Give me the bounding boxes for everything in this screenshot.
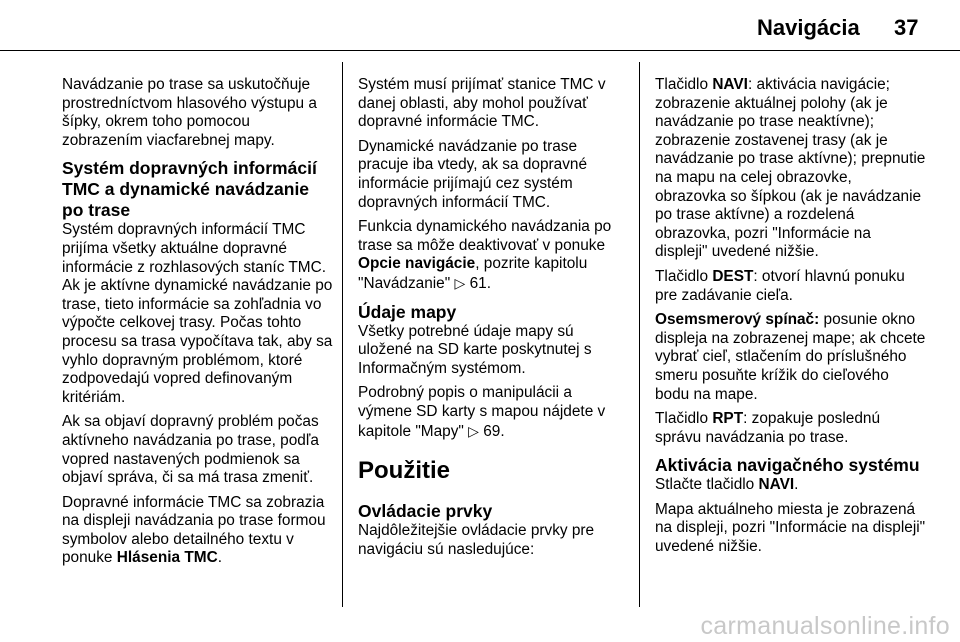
paragraph [358, 384, 630, 441]
page-number: 37 [894, 15, 919, 40]
text: Tlačidlo [655, 410, 713, 428]
text: , pozrite kapitolu "Navádzanie" [358, 255, 588, 292]
text: Dopravné informácie TMC sa zobrazia na displeji navádzania po trase formou symbolov alebo detailného textu v ponuke [62, 493, 326, 567]
section-title: Navigácia [757, 15, 860, 40]
paragraph: Systém musí prijímať stanice TMC v danej oblasti, aby mohol používať dopravné informácie TMC. [358, 76, 606, 131]
text: Tlačidlo [655, 76, 713, 93]
column-divider-2 [639, 62, 640, 607]
header-rule [0, 50, 960, 51]
page-ref-icon: ▷ [454, 274, 466, 291]
paragraph: Najdôležitejšie ovládacie prvky pre navigáciu sú nasledujúce: [358, 522, 595, 558]
text: : aktivácia navigácie; zobrazenie aktuálnej polohy (ak je navádzanie po trase neaktívne); zobrazenie zostavenej trasy (ak je navádzanie po trase aktívne); prepnutie na mapu na celej obrazovke, obrazovka so šípkou (ak je navádzanie po trase aktívne) a rozdelená obrazovka, pozri "Informácie na displeji" uvedené nižšie. [655, 76, 926, 261]
paragraph [655, 268, 927, 305]
text: Stlačte tlačidlo [655, 476, 759, 494]
control-name: Osemsmerový spínač: [655, 311, 820, 329]
button-name: NAVI [758, 476, 795, 494]
column-divider-1 [342, 62, 343, 607]
paragraph [655, 76, 927, 262]
column-2 [358, 76, 630, 565]
paragraph [655, 476, 927, 495]
button-name: NAVI [712, 76, 748, 93]
paragraph [358, 218, 630, 293]
page-header [0, 0, 960, 50]
page-ref: 69 [483, 422, 501, 440]
heading-map-data: Údaje mapy [358, 301, 457, 322]
button-name: DEST [712, 267, 754, 285]
column-3 [655, 76, 927, 563]
paragraph [655, 410, 927, 447]
text: posunie okno displeja na zobrazenej mape; ak chcete vybrať cieľ, stlačením do príslušného smeru posuňte krížik do cieľového bodu na mape. [655, 311, 926, 403]
text: . [486, 274, 491, 292]
paragraph: Systém dopravných informácií TMC prijíma všetky aktuálne dopravné informácie z rozhlasových staníc TMC. Ak je aktívne dynamické navádzanie po trase, tieto informácie sa zohľadnia vo výpočte celkovej trasy. Počas tohto procesu sa trasa vypočítava tak, aby sa vyhlo dopravným problémom, ktoré zodpovedajú vopred definovaným kritériám. [62, 221, 333, 406]
text: : zopakuje poslednú správu navádzania po trase. [655, 410, 881, 446]
text: Tlačidlo [655, 267, 713, 285]
paragraph: Dynamické navádzanie po trase pracuje iba vtedy, ak sa dopravné informácie prijímajú cez systém dopravných informácií TMC. [358, 137, 588, 211]
menu-name: Opcie navigácie [358, 255, 476, 273]
watermark: carmanualsonline.info [700, 612, 950, 640]
paragraph [62, 494, 334, 568]
button-name: RPT [712, 410, 744, 428]
paragraph: Mapa aktuálneho miesta je zobrazená na displeji, pozri "Informácie na displeji" uvedené nižšie. [655, 500, 926, 556]
text: Podrobný popis o manipulácii a výmene SD karty s mapou nájdete v kapitole "Mapy" [358, 384, 606, 440]
heading-activate: Aktivácia navigačného systému [655, 455, 920, 476]
text: Funkcia dynamického navádzania po trase sa môže deaktivovať v ponuke [358, 218, 612, 254]
column-1 [62, 76, 334, 574]
paragraph: Navádzanie po trase sa uskutočňuje prostredníctvom hlasového výstupu a šípky, okrem toho pomocou zobrazením viacfarebnej mapy. [62, 76, 317, 149]
text: : otvorí hlavnú ponuku pre zadávanie cieľa. [655, 267, 905, 304]
heading-usage: Použitie [358, 457, 451, 485]
heading-tmc: Systém dopravných informácií TMC a dynamické navádzanie po trase [62, 158, 317, 221]
menu-name: Hlásenia TMC [116, 549, 218, 567]
page-ref: 61 [469, 274, 487, 292]
text: . [217, 549, 222, 567]
page-ref-icon: ▷ [468, 422, 479, 439]
text: . [794, 476, 799, 494]
paragraph [655, 311, 927, 404]
text: . [500, 422, 505, 440]
paragraph: Všetky potrebné údaje mapy sú uložené na SD karte poskytnutej s Informačným systémom. [358, 322, 592, 377]
heading-controls: Ovládacie prvky [358, 501, 493, 522]
paragraph: Ak sa objaví dopravný problém počas aktívneho navádzania po trase, podľa vopred nastavených podmienok sa objaví správa, či sa má trasa zmeniť. [62, 413, 319, 487]
